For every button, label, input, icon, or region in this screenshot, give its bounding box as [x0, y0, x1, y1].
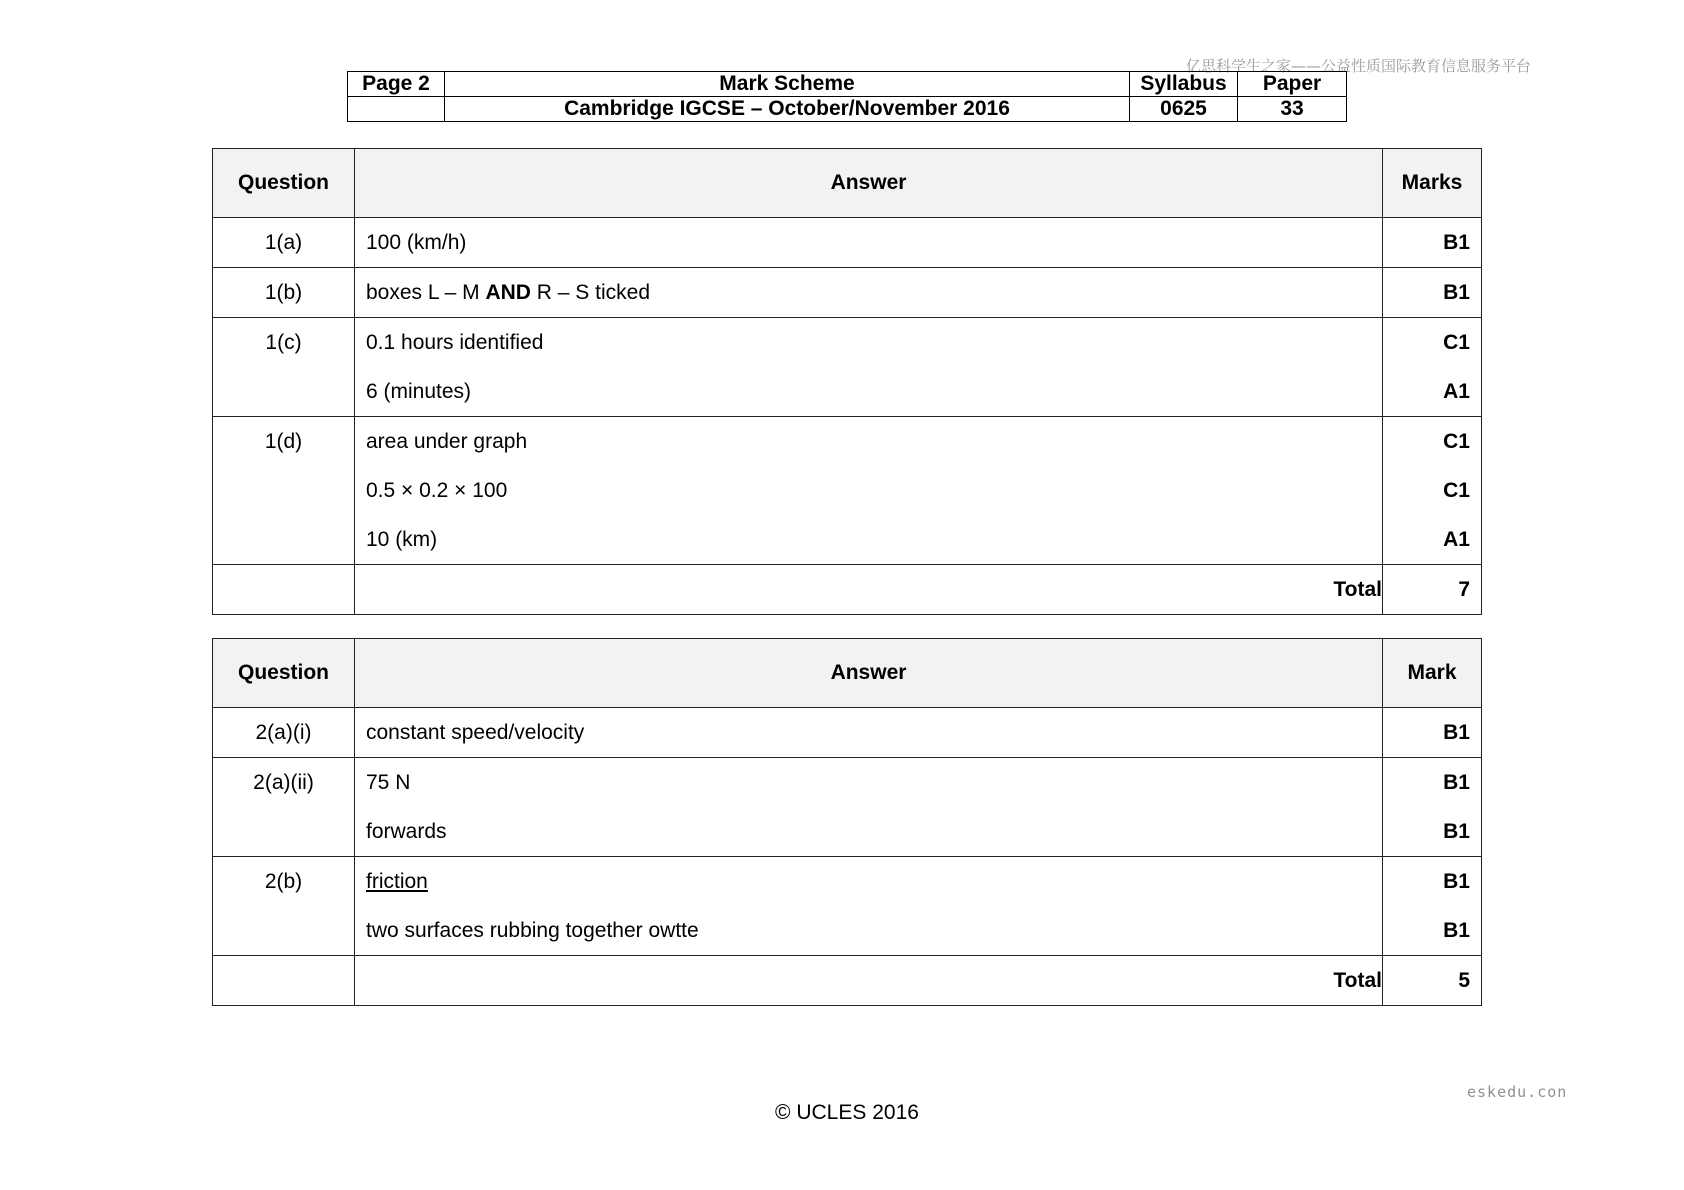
- header-table: [347, 71, 1347, 122]
- syllabus-label: Syllabus: [1130, 72, 1238, 97]
- watermark-top: 亿思科学生之家——公益性质国际教育信息服务平台: [1186, 57, 1532, 75]
- question-number: 2(b): [264, 870, 303, 893]
- table-row: [213, 708, 1482, 758]
- question-number: 1(c): [265, 331, 302, 354]
- answer-text: two surfaces rubbing together owtte: [366, 919, 699, 942]
- total-row: [213, 565, 1482, 615]
- mark-code: C1: [1443, 331, 1470, 354]
- answer-header: Answer: [355, 149, 1383, 218]
- table-row: [213, 417, 1482, 565]
- table-row: [213, 758, 1482, 857]
- question-header: Question: [213, 149, 355, 218]
- marks-header: Mark: [1383, 639, 1482, 708]
- mark-code: B1: [1443, 721, 1470, 744]
- mark-code: A1: [1443, 380, 1470, 403]
- table-row: [213, 318, 1482, 417]
- question-number: 1(b): [264, 281, 303, 304]
- answer-text: constant speed/velocity: [366, 721, 585, 744]
- total-row: [213, 956, 1482, 1006]
- question-number: 2(a)(i): [255, 721, 312, 744]
- question-number: 1(d): [264, 430, 303, 453]
- mark-code: B1: [1443, 870, 1470, 893]
- answer-text: area under graph: [366, 430, 528, 453]
- answer-text-part: R – S ticked: [530, 281, 651, 304]
- answer-header: Answer: [355, 639, 1383, 708]
- mark-table-question-1: [212, 148, 1482, 615]
- marks-header: Marks: [1383, 149, 1482, 218]
- answer-text: 0.5 × 0.2 × 100: [366, 479, 508, 502]
- exam-name: Cambridge IGCSE – October/November 2016: [445, 97, 1130, 122]
- paper-label: Paper: [1238, 72, 1347, 97]
- mark-code: B1: [1443, 231, 1470, 254]
- paper-number: 33: [1238, 97, 1347, 122]
- mark-code: B1: [1443, 820, 1470, 843]
- table-row: [213, 218, 1482, 268]
- answer-text: 6 (minutes): [366, 380, 472, 403]
- question-header: Question: [213, 639, 355, 708]
- mark-code: B1: [1443, 919, 1470, 942]
- total-label: Total: [1333, 969, 1382, 992]
- question-number: 2(a)(ii): [253, 771, 314, 794]
- total-value: 7: [1458, 578, 1470, 601]
- answer-text: 0.1 hours identified: [366, 331, 544, 354]
- copyright-footer: © UCLES 2016: [775, 1101, 919, 1124]
- mark-code: A1: [1443, 528, 1470, 551]
- mark-code: C1: [1443, 479, 1470, 502]
- total-label: Total: [1333, 578, 1382, 601]
- mark-code: B1: [1443, 281, 1470, 304]
- mark-code: C1: [1443, 430, 1470, 453]
- total-value: 5: [1458, 969, 1470, 992]
- answer-text: 100 (km/h): [366, 231, 467, 254]
- document-title: Mark Scheme: [445, 72, 1130, 97]
- question-number: 1(a): [264, 231, 303, 254]
- answer-emphasis: AND: [485, 281, 531, 304]
- header-blank-cell: [348, 97, 445, 122]
- answer-text: 75 N: [366, 771, 411, 794]
- syllabus-code: 0625: [1130, 97, 1238, 122]
- answer-text: 10 (km): [366, 528, 438, 551]
- answer-text-part: boxes L – M: [366, 281, 486, 304]
- table-row: [213, 857, 1482, 956]
- answer-text: forwards: [366, 820, 447, 843]
- mark-code: B1: [1443, 771, 1470, 794]
- table-row: [213, 268, 1482, 318]
- answer-text: [355, 268, 1382, 317]
- watermark-bottom: eskedu.con: [1467, 1083, 1568, 1101]
- page-number: Page 2: [348, 72, 445, 97]
- mark-table-question-2: [212, 638, 1482, 1006]
- answer-text-underlined: friction: [366, 870, 428, 893]
